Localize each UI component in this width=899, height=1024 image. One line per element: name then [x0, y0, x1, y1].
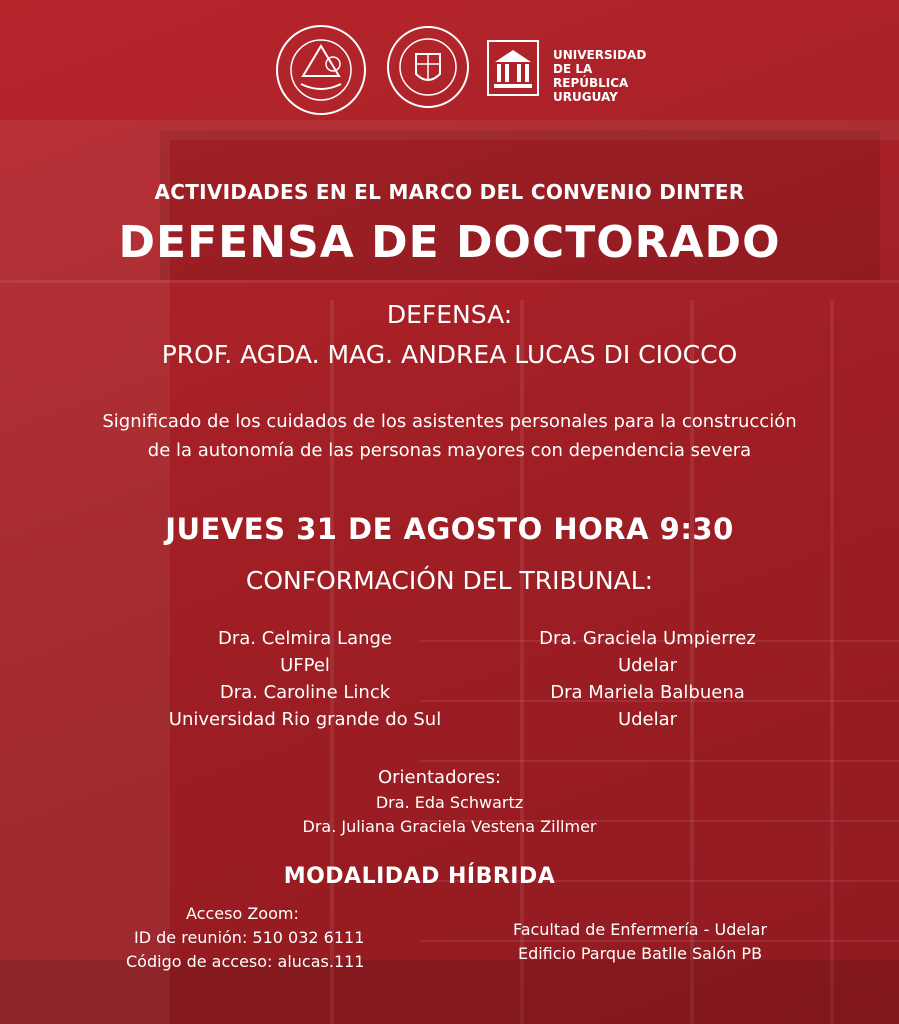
event-subtitle: ACTIVIDADES EN EL MARCO DEL CONVENIO DINTER	[154, 180, 745, 204]
tribunal-member-institution: Universidad Rio grande do Sul	[168, 709, 442, 730]
venue-line1: Facultad de Enfermería - Udelar	[512, 920, 768, 939]
tribunal-member-name: Dra. Caroline Linck	[219, 682, 391, 703]
orientadores-heading: Orientadores:	[377, 767, 502, 788]
candidate-name: PROF. AGDA. MAG. ANDREA LUCAS DI CIOCCO	[161, 340, 738, 369]
udelar-name-line3: URUGUAY	[553, 90, 618, 104]
tribunal-heading: CONFORMACIÓN DEL TRIBUNAL:	[245, 566, 654, 595]
orientador-name: Dra. Eda Schwartz	[375, 793, 524, 812]
fenf-logo	[386, 24, 470, 110]
defense-label: DEFENSA:	[386, 300, 513, 329]
orientador-name: Dra. Juliana Graciela Vestena Zillmer	[302, 817, 597, 836]
tribunal-member-name: Dra. Celmira Lange	[217, 628, 393, 649]
udelar-logo	[487, 40, 667, 104]
tribunal-member-institution: Udelar	[617, 655, 678, 676]
thesis-title: Significado de los cuidados de los asistentes personales para la construcción de la autonomía de las personas mayores con dependencia severa	[102, 411, 797, 461]
fenf-seal-icon	[386, 24, 470, 110]
tribunal-left-column	[130, 625, 480, 733]
tribunal-member-institution: Udelar	[617, 709, 678, 730]
zoom-access-info	[110, 902, 410, 974]
ufpel-logo	[275, 24, 367, 116]
udelar-building-icon	[487, 40, 539, 96]
zoom-passcode: Código de acceso: alucas.111	[126, 952, 365, 971]
tribunal-member-institution: UFPel	[280, 655, 330, 676]
orientadores-section	[0, 765, 899, 839]
tribunal-right-column	[500, 625, 795, 733]
logo-bar	[0, 24, 899, 116]
zoom-meeting-id: ID de reunión: 510 032 6111	[134, 928, 365, 947]
modality-heading: MODALIDAD HÍBRIDA	[283, 864, 556, 889]
ufpel-seal-icon	[275, 24, 367, 116]
event-date: JUEVES 31 DE AGOSTO HORA 9:30	[165, 512, 734, 546]
event-title: DEFENSA DE DOCTORADO	[118, 217, 781, 268]
venue-info	[480, 918, 800, 966]
udelar-name-line2: DE LA REPÚBLICA	[553, 62, 629, 90]
venue-line2: Edificio Parque Batlle Salón PB	[517, 944, 763, 963]
tribunal-member-name: Dra. Graciela Umpierrez	[539, 628, 756, 649]
zoom-label: Acceso Zoom:	[186, 904, 299, 923]
tribunal-member-name: Dra Mariela Balbuena	[550, 682, 745, 703]
udelar-name-line1: UNIVERSIDAD	[553, 48, 647, 62]
